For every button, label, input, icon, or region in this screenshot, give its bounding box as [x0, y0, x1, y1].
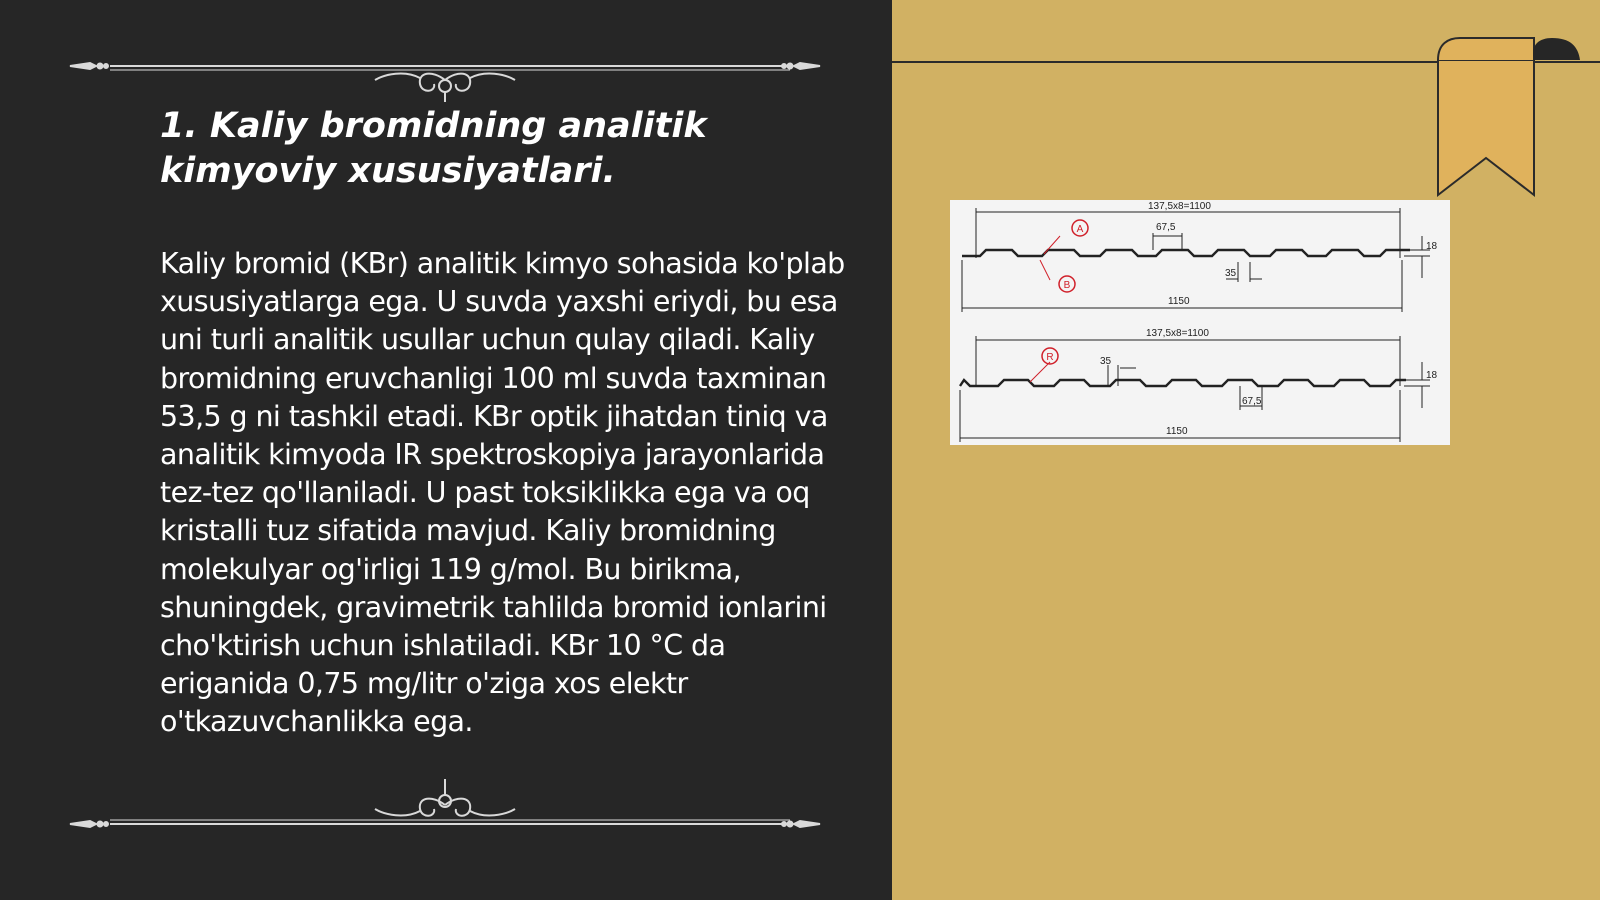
marker-r-label: R — [1046, 352, 1054, 363]
top-rib-width-label: 67,5 — [1156, 222, 1176, 233]
top-gap-label: 35 — [1225, 268, 1237, 279]
bottom-total-width-label: 1150 — [1166, 426, 1188, 437]
top-overall-label: 137,5x8=1100 — [1148, 201, 1211, 212]
marker-a-label: A — [1076, 224, 1084, 235]
top-ornament-divider-icon — [60, 44, 830, 104]
ribbon-bookmark-icon — [1430, 30, 1600, 205]
profile-drawing — [950, 200, 1450, 445]
bottom-gap-label: 35 — [1100, 356, 1112, 367]
bottom-rib-width-label: 67,5 — [1242, 396, 1262, 407]
top-height-label: 18 — [1426, 241, 1438, 252]
top-total-width-label: 1150 — [1168, 296, 1190, 307]
bottom-ornament-divider-icon — [60, 775, 830, 835]
bottom-height-label: 18 — [1426, 370, 1438, 381]
bottom-overall-label: 137,5x8=1100 — [1146, 328, 1209, 339]
corrugated-profile-diagram — [950, 200, 1450, 445]
slide-title: 1. Kaliy bromidning analitik kimyoviy xususiyatlari. — [160, 106, 707, 191]
slide-body-text: Kaliy bromid (KBr) analitik kimyo sohasida ko'plab xususiyatlarga ega. U suvda yaxshi eriydi, bu esa uni turli analitik usullar uchun qulay qiladi. Kaliy bromidning eruvchanligi 100 ml suvda taxminan 53,5 g ni tashkil etadi. KBr optik jihatdan tiniq va analitik kimyoda IR spektroskopiya jarayonlarida tez-tez qo'llaniladi. U past toksiklikka ega va oq kristalli tuz sifatida mavjud. Kaliy bromidning molekulyar og'irligi 119 g/mol. Bu birikma, shuningdek, gravimetrik tahlilda bromid ionlarini cho'ktirish uchun ishlatiladi. KBr 10 °C da eriganida 0,75 mg/litr o'ziga xos elektr o'tkazuvchanlikka ega. — [160, 247, 845, 739]
marker-b-label: B — [1063, 280, 1071, 291]
